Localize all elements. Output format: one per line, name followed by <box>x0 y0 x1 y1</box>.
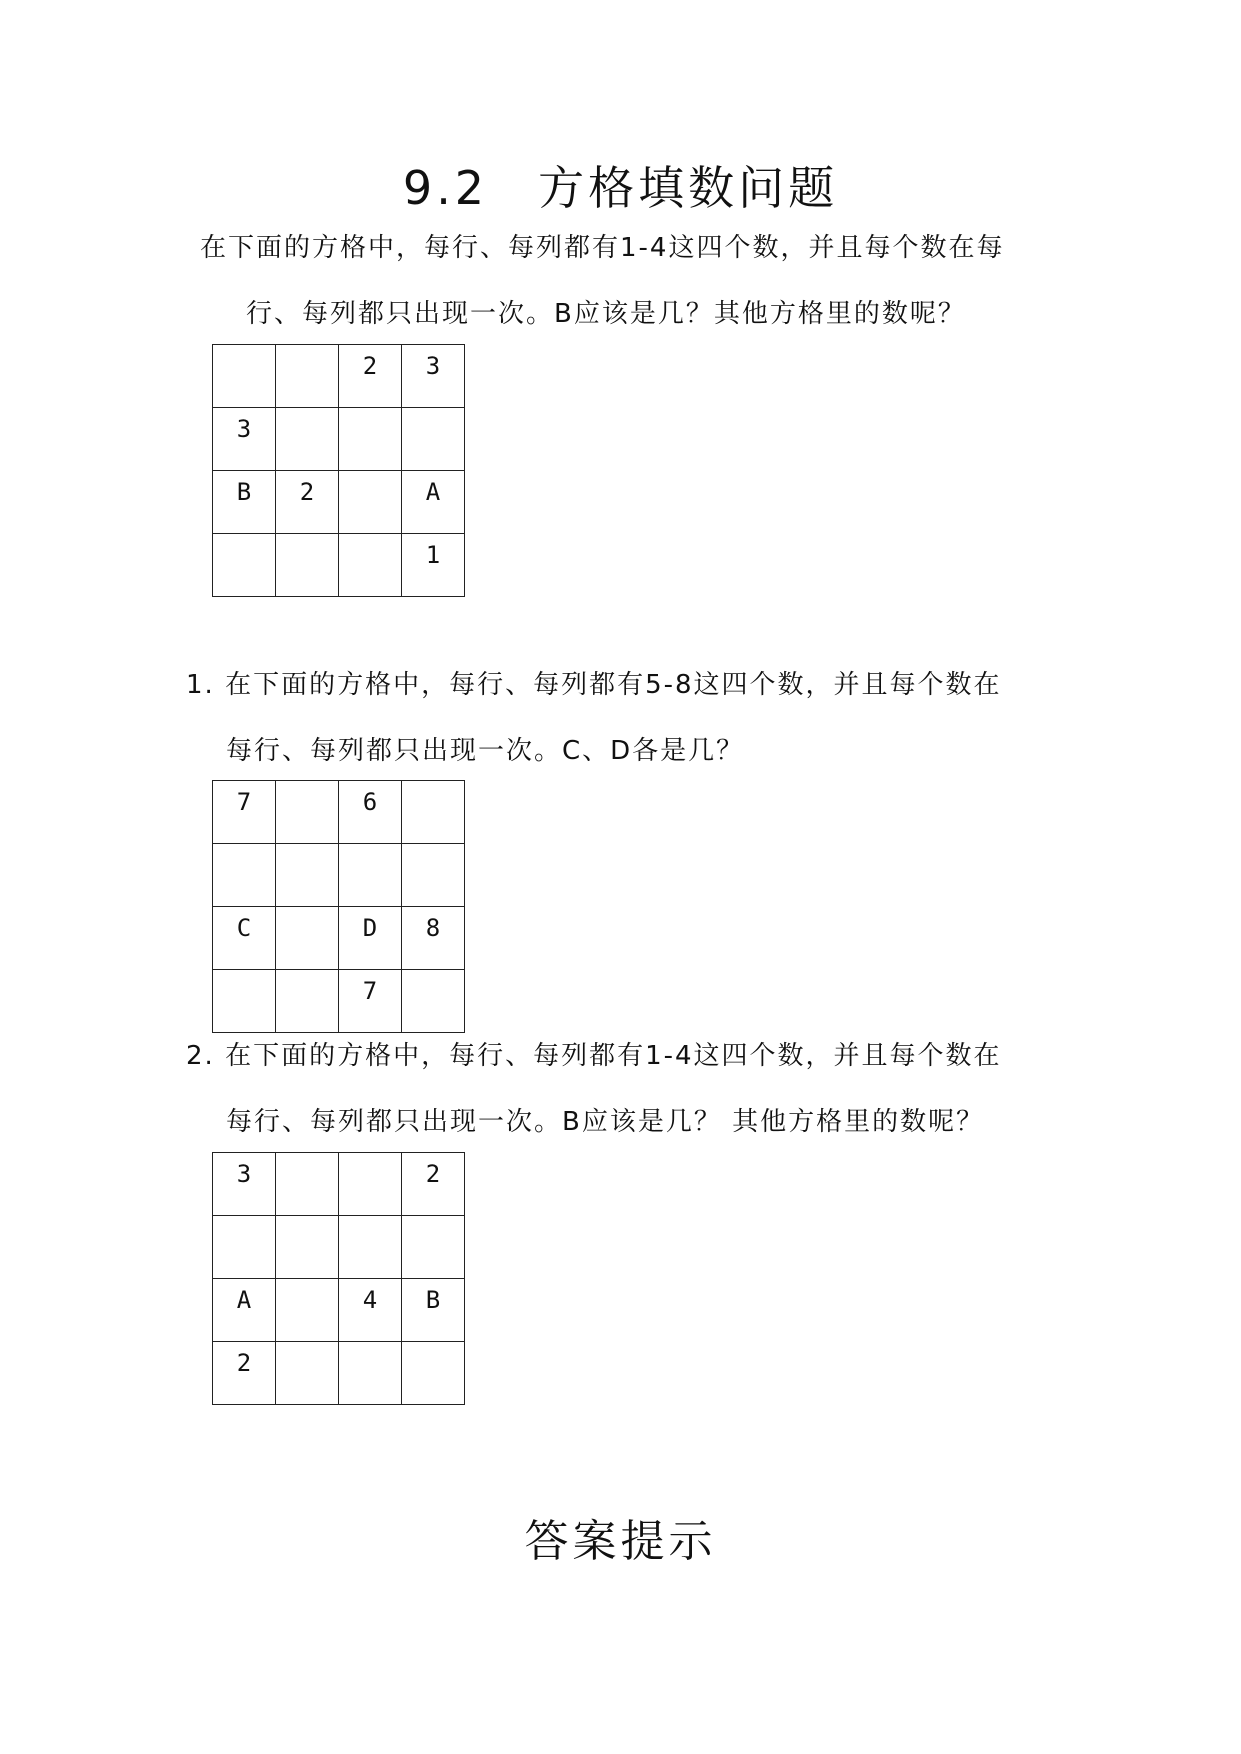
problem-2-text-line-1: 2. 在下面的方格中，每行、每列都有1-4这四个数，并且每个数在 <box>186 1041 1002 1071</box>
grid-row <box>213 781 465 844</box>
example-grid <box>212 344 465 597</box>
grid-cell: 6 <box>339 781 402 844</box>
grid-cell <box>339 408 402 471</box>
grid-row <box>213 1342 465 1405</box>
grid-cell <box>213 970 276 1033</box>
grid-cell: B <box>213 471 276 534</box>
grid-row <box>213 1279 465 1342</box>
grid-cell: 2 <box>213 1342 276 1405</box>
grid-cell: D <box>339 907 402 970</box>
grid-cell <box>276 408 339 471</box>
answers-heading: 答案提示 <box>524 1516 717 1567</box>
grid-row <box>213 534 465 597</box>
grid-cell <box>402 844 465 907</box>
problem-2-text-line-2: 每行、每列都只出现一次。B应该是几？ 其他方格里的数呢？ <box>226 1107 985 1137</box>
grid-cell <box>276 844 339 907</box>
grid-cell <box>339 1342 402 1405</box>
grid-cell <box>402 1216 465 1279</box>
grid-cell: 2 <box>339 345 402 408</box>
grid-cell: 1 <box>402 534 465 597</box>
grid-cell <box>276 1342 339 1405</box>
grid-cell: 3 <box>213 408 276 471</box>
grid-cell <box>213 534 276 597</box>
grid-cell: B <box>402 1279 465 1342</box>
grid-cell: 2 <box>276 471 339 534</box>
grid-cell <box>213 345 276 408</box>
grid-row <box>213 345 465 408</box>
grid-cell <box>339 471 402 534</box>
grid-cell <box>276 970 339 1033</box>
grid-cell <box>276 534 339 597</box>
grid-row <box>213 907 465 970</box>
grid-cell: 3 <box>402 345 465 408</box>
grid-row <box>213 844 465 907</box>
grid-cell: 3 <box>213 1153 276 1216</box>
grid-cell <box>402 970 465 1033</box>
problem-1-text-line-1: 1. 在下面的方格中，每行、每列都有5-8这四个数，并且每个数在 <box>186 670 1002 700</box>
example-text-line-1: 在下面的方格中，每行、每列都有1-4这四个数，并且每个数在每 <box>200 233 1005 263</box>
grid-cell <box>276 1153 339 1216</box>
grid-row <box>213 1153 465 1216</box>
grid-cell: C <box>213 907 276 970</box>
grid-cell: 7 <box>213 781 276 844</box>
grid-cell <box>339 1216 402 1279</box>
grid-cell <box>276 907 339 970</box>
grid-row <box>213 1216 465 1279</box>
grid-cell <box>339 534 402 597</box>
page-title: 9.2 方格填数问题 <box>402 161 839 215</box>
grid-cell <box>276 1216 339 1279</box>
grid-row <box>213 408 465 471</box>
grid-cell <box>339 1153 402 1216</box>
grid-cell: 7 <box>339 970 402 1033</box>
grid-cell <box>276 1279 339 1342</box>
grid-cell <box>213 844 276 907</box>
grid-cell: 8 <box>402 907 465 970</box>
grid-cell <box>339 844 402 907</box>
example-text-line-2: 行、每列都只出现一次。B应该是几？其他方格里的数呢？ <box>246 299 966 329</box>
grid-cell <box>402 781 465 844</box>
grid-cell <box>276 345 339 408</box>
grid-cell: A <box>213 1279 276 1342</box>
grid-row <box>213 970 465 1033</box>
grid-cell: 4 <box>339 1279 402 1342</box>
grid-cell <box>213 1216 276 1279</box>
problem-1-grid <box>212 780 465 1033</box>
grid-cell: A <box>402 471 465 534</box>
grid-cell <box>402 408 465 471</box>
grid-cell: 2 <box>402 1153 465 1216</box>
grid-row <box>213 471 465 534</box>
grid-cell <box>402 1342 465 1405</box>
grid-cell <box>276 781 339 844</box>
problem-2-grid <box>212 1152 465 1405</box>
problem-1-text-line-2: 每行、每列都只出现一次。C、D各是几？ <box>226 736 745 766</box>
